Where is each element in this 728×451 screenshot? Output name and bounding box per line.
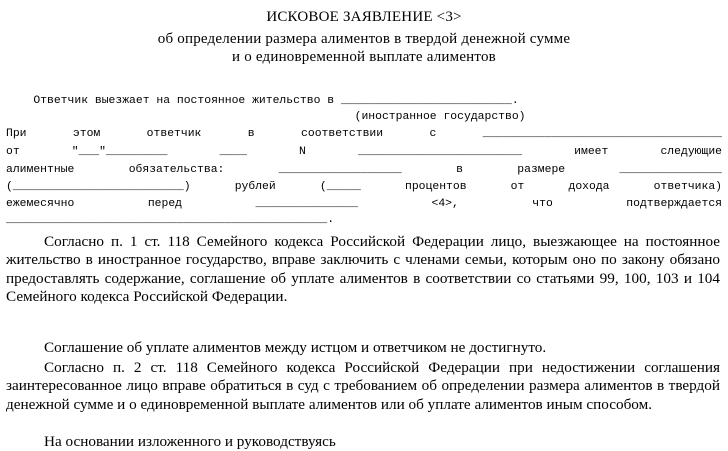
form-line-confirmation: _______________________________________________. xyxy=(6,214,335,226)
document-title: ИСКОВОЕ ЗАЯВЛЕНИЕ <3> xyxy=(266,9,462,25)
document-subtitle-line2: и о единовременной выплате алиментов xyxy=(232,49,496,65)
form-line-obligation-date: от "___"_________ ____ N ________________________ имеет следующие xyxy=(6,146,722,158)
form-line-residence-caption: (иностранное государство) xyxy=(6,111,526,123)
form-line-obligation-amount: алиментные обязательства: __________________ в размере _______________ xyxy=(6,164,722,176)
body-paragraph-no-agreement: Соглашение об уплате алиментов между истцом и ответчиком не достигнуто. xyxy=(44,339,547,356)
document-subtitle-line1: об определении размера алиментов в твердой денежной сумме xyxy=(157,31,571,47)
form-line-obligation-basis: При этом ответчик в соответствии с ___________________________________ xyxy=(6,128,722,140)
body-paragraph-conclusion: На основании изложенного и руководствуясь xyxy=(44,433,336,450)
form-line-residence: Ответчик выезжает на постоянное жительство в _________________________. xyxy=(6,95,519,107)
body-paragraph-legal-basis: Согласно п. 1 ст. 118 Семейного кодекса Российской Федерации лицо, выезжающее на постоянное жительство в иностранное государство, вправе заключить с членами семьи, которым оно по закону обязано предоставлять содержание, соглашение об уплате алиментов в соответствии со статьями 99, 100, 103 и 104 Семейного кодекса Российской Федерации. xyxy=(6,233,720,306)
form-line-obligation-rubles: (_________________________) рублей (_____ процентов от дохода ответчика) xyxy=(6,181,722,193)
form-line-obligation-recipient: ежемесячно перед _______________ <4>, что подтверждается xyxy=(6,198,722,210)
body-paragraph-court-right: Согласно п. 2 ст. 118 Семейного кодекса Российской Федерации при недостижении соглашения заинтересованное лицо вправе обратиться в суд с требованием об определении размера алиментов в твердой денежной сумме и о единовременной выплате алиментов или об уплате алиментов иным способом. xyxy=(6,359,720,413)
